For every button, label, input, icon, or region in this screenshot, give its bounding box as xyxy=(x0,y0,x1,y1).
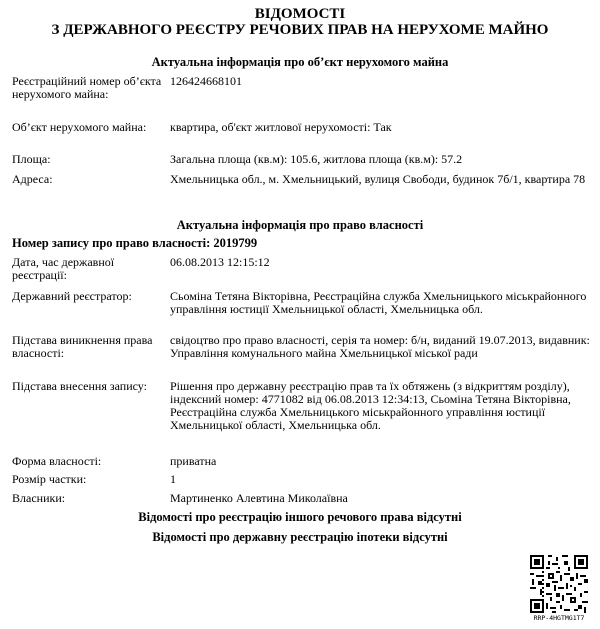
address-label: Адреса: xyxy=(12,172,53,186)
reg-number-label: Реєстраційний номер об’єкта нерухомого майна: xyxy=(12,74,162,101)
object-value: квартира, об'єкт житлової нерухомості: Так xyxy=(170,120,392,134)
area-label: Площа: xyxy=(12,152,51,166)
area-value: Загальна площа (кв.м): 105.6, житлова площа (кв.м): 57.2 xyxy=(170,152,463,166)
record-number: Номер запису про право власності: 2019799 xyxy=(12,236,258,250)
object-label: Об’єкт нерухомого майна: xyxy=(12,120,147,134)
basis-origin-value: свідоцтво про право власності, серія та номер: б/н, виданий 19.07.2013, видавник: Управління комунального майна Хмельницької міської ради xyxy=(170,333,590,360)
ownership-form-value: приватна xyxy=(170,454,217,468)
document-title: ВІДОМОСТІ xyxy=(254,6,346,22)
share-value: 1 xyxy=(170,472,176,486)
qr-code-caption: RRP-4HGTMG1T7 xyxy=(533,614,585,622)
basis-origin-label: Підстава виникнення права власності: xyxy=(12,333,153,360)
other-rights-note: Відомості про реєстрацію іншого речового права відсутні xyxy=(138,510,462,524)
owners-value: Мартиненко Алевтина Миколаївна xyxy=(170,491,348,505)
owners-label: Власники: xyxy=(12,491,66,505)
share-label: Розмір частки: xyxy=(12,472,87,486)
registrar-value: Сьоміна Тетяна Вікторівна, Реєстраційна служба Хмельницького міськрайонного управління юстиції Хмельницької області, Хмельницька обл. xyxy=(170,289,587,316)
qr-code-icon xyxy=(530,555,588,613)
reg-number-value: 126424668101 xyxy=(170,74,242,88)
reg-date-label: Дата, час державної реєстрації: xyxy=(12,255,115,282)
property-section-heading: Актуальна інформація про об’єкт нерухомого майна xyxy=(151,55,449,69)
registrar-label: Державний реєстратор: xyxy=(12,289,132,303)
ownership-form-label: Форма власності: xyxy=(12,454,102,468)
address-value: Хмельницька обл., м. Хмельницький, вулиця Свободи, будинок 7б/1, квартира 78 xyxy=(170,172,586,186)
document-subtitle: З ДЕРЖАВНОГО РЕЄСТРУ РЕЧОВИХ ПРАВ НА НЕРУХОМЕ МАЙНО xyxy=(51,22,549,38)
ownership-section-heading: Актуальна інформація про право власності xyxy=(176,218,424,232)
basis-entry-label: Підстава внесення запису: xyxy=(12,379,147,393)
reg-date-value: 06.08.2013 12:15:12 xyxy=(170,255,270,269)
mortgage-note: Відомості про державну реєстрацію іпотеки відсутні xyxy=(152,530,448,544)
basis-entry-value: Рішення про державну реєстрацію прав та їх обтяжень (з відкриттям розділу), індексний номер: 4771082 від 06.08.2013 12:34:13, Сьоміна Тетяна Вікторівна, Реєстраційна служба Хмельницького міськрайонного управління юстиції Хмельницької області, Хмельницька обл. xyxy=(170,379,571,432)
